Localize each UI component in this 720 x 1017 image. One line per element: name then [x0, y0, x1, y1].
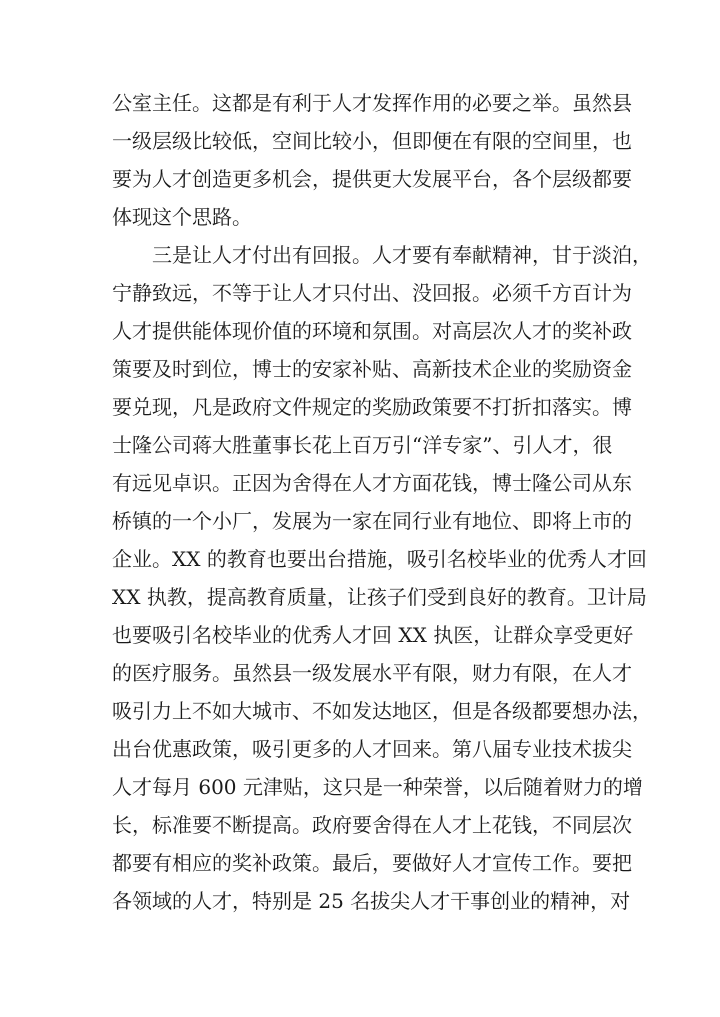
text-line: 企业。XX 的教育也要出台措施，吸引名校毕业的优秀人才回	[112, 547, 647, 571]
text-line: 公室主任。这都是有利于人才发挥作用的必要之举。虽然县	[112, 91, 632, 115]
text-line: 都要有相应的奖补政策。最后，要做好人才宣传工作。要把	[112, 851, 632, 875]
text-line: 策要及时到位，博士的安家补贴、高新技术企业的奖励资金	[112, 357, 632, 381]
paragraph-reward	[112, 236, 652, 920]
text-line: 士隆公司蒋大胜董事长花上百万引“洋专家”、引人才，很	[112, 433, 613, 457]
text-line: 的医疗服务。虽然县一级发展水平有限，财力有限，在人才	[112, 661, 632, 685]
text-line: XX 执教，提高教育质量，让孩子们受到良好的教育。卫计局	[112, 585, 647, 609]
text-line: 一级层级比较低，空间比较小，但即便在有限的空间里，也	[112, 129, 632, 153]
text-line: 有远见卓识。正因为舍得在人才方面花钱，博士隆公司从东	[112, 471, 632, 495]
text-line: 宁静致远，不等于让人才只付出、没回报。必须千方百计为	[112, 281, 632, 305]
text-line: 出台优惠政策，吸引更多的人才回来。第八届专业技术拔尖	[112, 737, 632, 761]
text-line: 也要吸引名校毕业的优秀人才回 XX 执医，让群众享受更好	[112, 623, 634, 647]
text-line: 长，标准要不断提高。政府要舍得在人才上花钱，不同层次	[112, 813, 632, 837]
text-line: 人才每月 600 元津贴，这只是一种荣誉，以后随着财力的增	[112, 775, 643, 799]
text-line: 各领域的人才，特别是 25 名拔尖人才干事创业的精神，对	[112, 889, 631, 913]
text-line: 体现这个思路。	[112, 205, 252, 229]
text-line: 吸引力上不如大城市、不如发达地区，但是各级都要想办法，	[112, 699, 652, 723]
text-line: 三是让人才付出有回报。人才要有奉献精神，甘于淡泊，	[152, 243, 652, 267]
text-line: 桥镇的一个小厂，发展为一家在同行业有地位、即将上市的	[112, 509, 632, 533]
text-line: 要兑现，凡是政府文件规定的奖励政策要不打折扣落实。博	[112, 395, 632, 419]
text-line: 要为人才创造更多机会，提供更大发展平台，各个层级都要	[112, 167, 632, 191]
paragraph-continuation	[112, 84, 632, 236]
text-line: 人才提供能体现价值的环境和氛围。对高层次人才的奖补政	[112, 319, 632, 343]
